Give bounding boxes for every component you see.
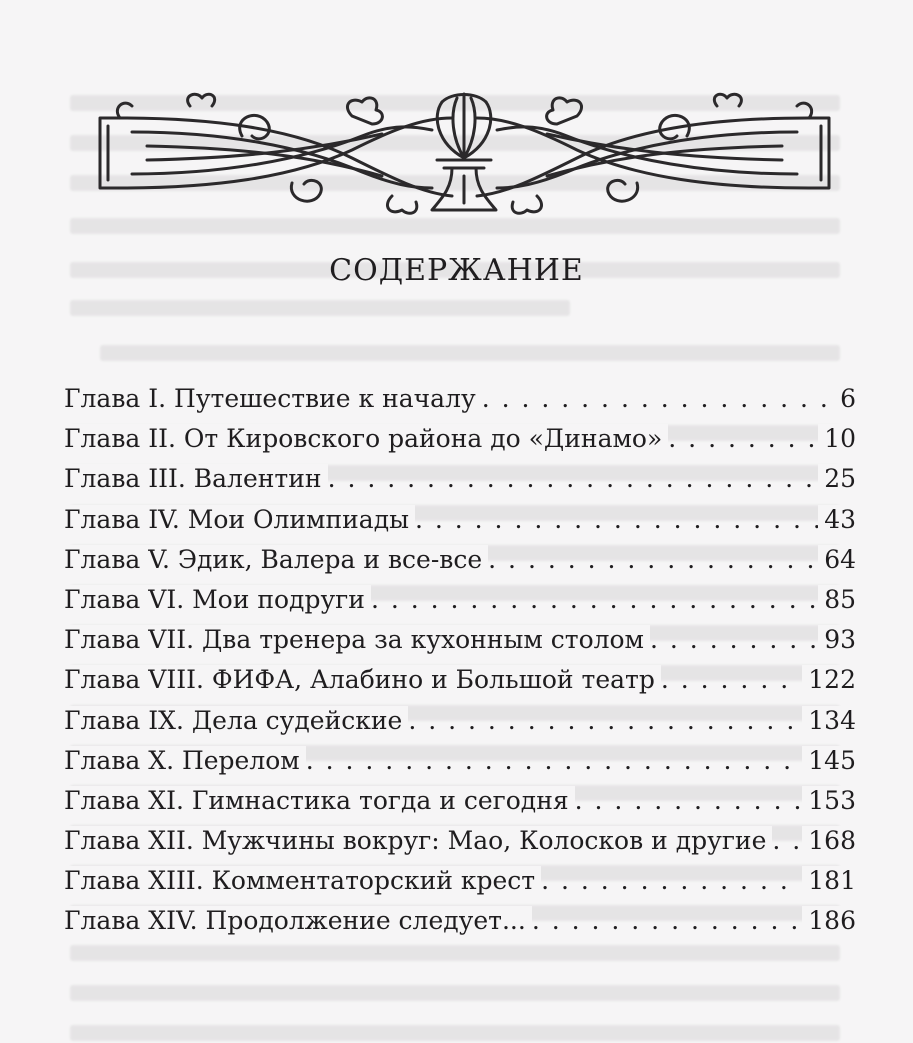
toc-dot-leader — [668, 424, 818, 453]
toc-entry-page: 64 — [818, 545, 856, 574]
toc-entry — [64, 906, 856, 946]
toc-entry-title: Глава I. Путешествие к началу — [64, 384, 482, 413]
toc-entry-title: Глава XII. Мужчины вокруг: Мао, Колосков и другие — [64, 826, 772, 855]
toc-entry — [64, 505, 856, 545]
toc-entry-page: 168 — [802, 826, 856, 855]
toc-entry-page: 25 — [818, 464, 856, 493]
toc-entry-page: 181 — [802, 866, 856, 895]
toc-entry-title: Глава X. Перелом — [64, 746, 306, 775]
toc-dot-leader — [575, 786, 803, 815]
toc-entry-page: 153 — [802, 786, 856, 815]
headpiece-ornament-icon — [92, 88, 837, 218]
toc-entry-title: Глава IV. Мои Олимпиады — [64, 505, 415, 534]
toc-dot-leader — [408, 706, 802, 735]
table-of-contents — [64, 384, 856, 947]
toc-entry — [64, 786, 856, 826]
toc-dot-leader — [328, 464, 819, 493]
toc-entry — [64, 665, 856, 705]
toc-entry — [64, 826, 856, 866]
toc-dot-leader — [532, 906, 802, 935]
toc-entry-title: Глава II. От Кировского района до «Динамо» — [64, 424, 668, 453]
toc-dot-leader — [488, 545, 818, 574]
toc-entry — [64, 625, 856, 665]
toc-entry-page: 6 — [834, 384, 856, 413]
toc-entry — [64, 746, 856, 786]
toc-entry-title: Глава XIII. Комментаторский крест — [64, 866, 541, 895]
toc-entry-page: 10 — [818, 424, 856, 453]
toc-dot-leader — [306, 746, 803, 775]
toc-entry — [64, 545, 856, 585]
toc-entry-title: Глава VIII. ФИФА, Алабино и Большой театр — [64, 665, 661, 694]
toc-entry-title: Глава XI. Гимнастика тогда и сегодня — [64, 786, 575, 815]
toc-entry-title: Глава VI. Мои подруги — [64, 585, 371, 614]
toc-entry-title: Глава VII. Два тренера за кухонным столом — [64, 625, 650, 654]
toc-entry-title: Глава IX. Дела судейские — [64, 706, 408, 735]
toc-entry — [64, 706, 856, 746]
toc-entry-page: 43 — [818, 505, 856, 534]
toc-entry — [64, 464, 856, 504]
toc-dot-leader — [371, 585, 818, 614]
toc-entry-title: Глава V. Эдик, Валера и все-все — [64, 545, 488, 574]
toc-dot-leader — [661, 665, 802, 694]
toc-entry-page: 93 — [818, 625, 856, 654]
toc-entry-page: 186 — [802, 906, 856, 935]
toc-entry — [64, 585, 856, 625]
page-title: СОДЕРЖАНИЕ — [329, 253, 584, 288]
toc-dot-leader — [772, 826, 802, 855]
toc-dot-leader — [415, 505, 818, 534]
toc-entry-page: 122 — [802, 665, 856, 694]
toc-entry-page: 145 — [802, 746, 856, 775]
toc-dot-leader — [541, 866, 802, 895]
toc-entry-title: Глава XIV. Продолжение следует... — [64, 906, 532, 935]
toc-entry — [64, 424, 856, 464]
toc-entry-title: Глава III. Валентин — [64, 464, 328, 493]
toc-dot-leader — [650, 625, 818, 654]
toc-entry — [64, 384, 856, 424]
toc-dot-leader — [482, 384, 834, 413]
toc-entry — [64, 866, 856, 906]
toc-entry-page: 85 — [818, 585, 856, 614]
toc-entry-page: 134 — [802, 706, 856, 735]
